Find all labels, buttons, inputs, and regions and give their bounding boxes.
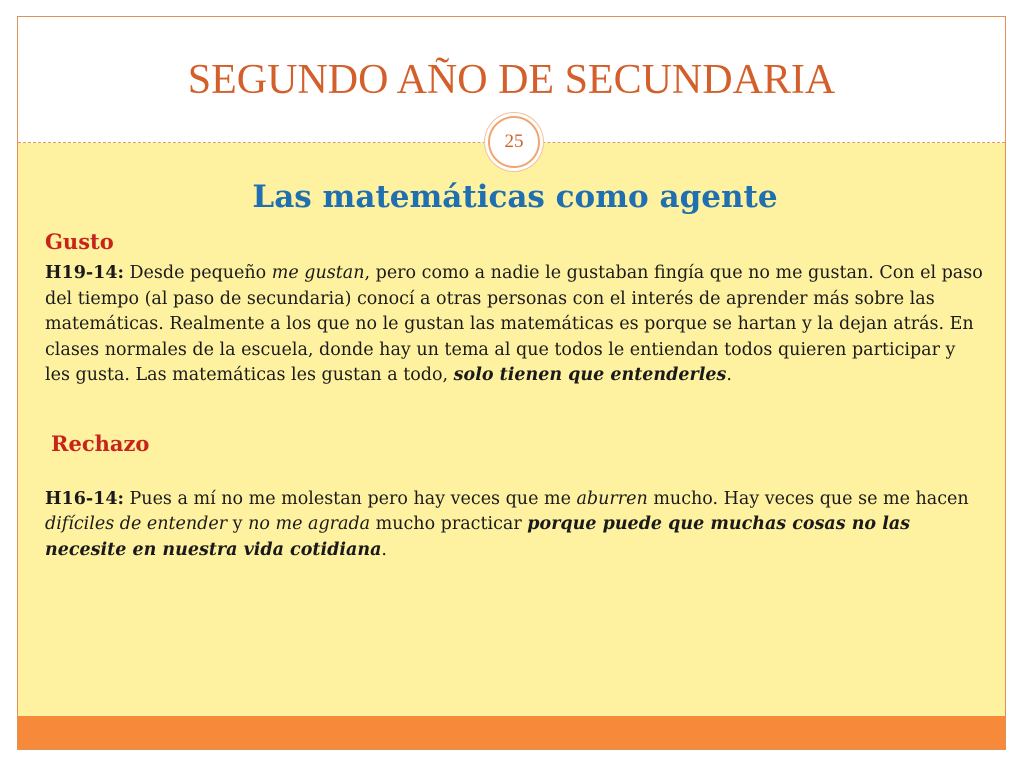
quote-text: Desde pequeño: [123, 263, 272, 283]
slide-title: SEGUNDO AÑO DE SECUNDARIA: [187, 57, 836, 103]
quote-strong-emphasis: solo tienen que entenderles: [453, 365, 727, 385]
participant-code: H19-14:: [45, 263, 124, 283]
slide-content: [45, 177, 985, 563]
quote-emphasis: me gustan: [271, 263, 365, 283]
slide: [17, 16, 1006, 750]
section-label-rechazo: Rechazo: [51, 430, 150, 456]
quote-text: mucho practicar: [370, 514, 528, 534]
quote-text: .: [381, 539, 387, 560]
page-number-badge: 25: [488, 116, 540, 168]
footer-band: [18, 716, 1005, 749]
rechazo-quote: [45, 487, 985, 564]
gusto-quote: [45, 261, 985, 389]
section-label-gusto: Gusto: [45, 229, 114, 254]
quote-text: mucho. Hay veces que se me hacen: [647, 488, 969, 509]
quote-text: .: [726, 365, 732, 385]
quote-strong-emphasis: porque puede que muchas cosas no las necesite en nuestra vida cotidiana: [45, 514, 911, 560]
quote-text: y: [227, 514, 249, 534]
quote-emphasis: difíciles de entender: [45, 514, 228, 534]
participant-code: H16-14:: [45, 488, 124, 509]
quote-text: Pues a mí no me molestan pero hay veces que me: [123, 488, 577, 509]
quote-emphasis: no me agrada: [248, 514, 371, 534]
slide-subtitle: Las matemáticas como agente: [252, 179, 778, 215]
quote-text: , pero como a nadie le gustaban fingía que no me gustan. Con el paso del tiempo (al paso de secundaria) conocí a otras personas con el interés de aprender más sobre las matemáticas. Realmente a los que no le gustan las matemáticas es porque se hartan y la dejan atrás. En clases normales de la escuela, donde hay un tema al que todos le entiendan todos quieren participar y les gusta. Las matemáticas les gustan a todo,: [45, 263, 983, 385]
quote-emphasis: aburren: [576, 488, 648, 509]
